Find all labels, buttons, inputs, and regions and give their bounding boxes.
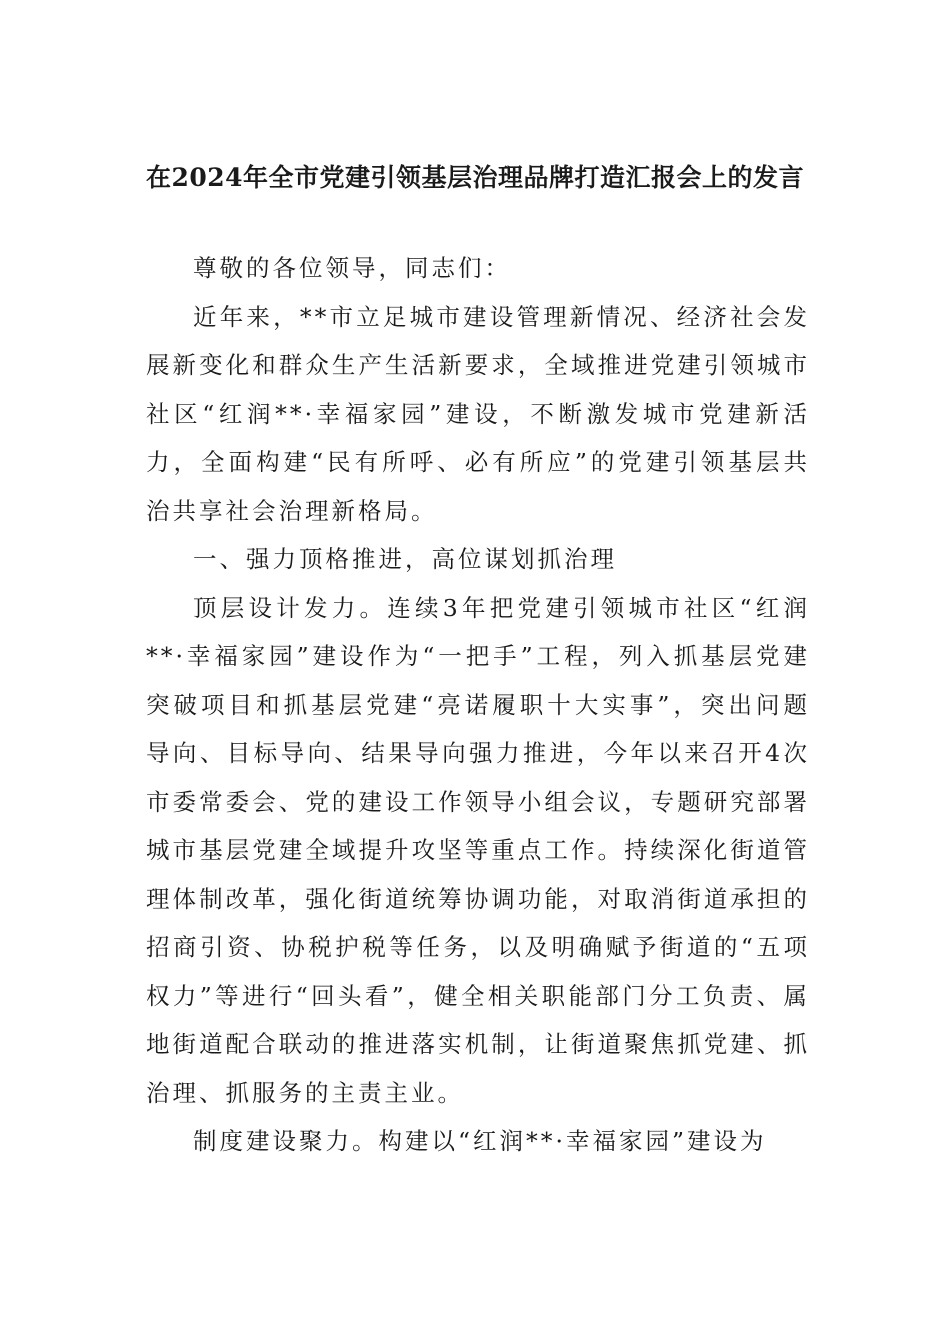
section-heading: 一、强力顶格推进，高位谋划抓治理 [193, 545, 617, 573]
intro-paragraph: 近年来，**市立足城市建设管理新情况、经济社会发展新变化和群众生产生活新要求，全域推进党建引领城市社区“红润**·幸福家园”建设，不断激发城市党建新活力，全面构建“民有所呼、必有所应”的党建引领基层共治共享社会治理新格局。 [146, 302, 810, 525]
salutation: 尊敬的各位领导，同志们： [193, 254, 511, 282]
document-title: 在2024年全市党建引领基层治理品牌打造汇报会上的发言 [145, 163, 805, 192]
body-paragraph: 制度建设聚力。构建以“红润**·幸福家园”建设为 [193, 1127, 767, 1155]
document-body [146, 244, 810, 1166]
body-paragraph: 顶层设计发力。连续3年把党建引领城市社区“红润**·幸福家园”建设作为“一把手”工程，列入抓基层党建突破项目和抓基层党建“亮诺履职十大实事”，突出问题导向、目标导向、结果导向强力推进，今年以来召开4次市委常委会、党的建设工作领导小组会议，专题研究部署城市基层党建全域提升攻坚等重点工作。持续深化街道管理体制改革，强化街道统筹协调功能，对取消街道承担的招商引资、协税护税等任务，以及明确赋予街道的“五项权力”等进行“回头看”，健全相关职能部门分工负责、属地街道配合联动的推进落实机制，让街道聚焦抓党建、抓治理、抓服务的主责主业。 [146, 593, 810, 1107]
